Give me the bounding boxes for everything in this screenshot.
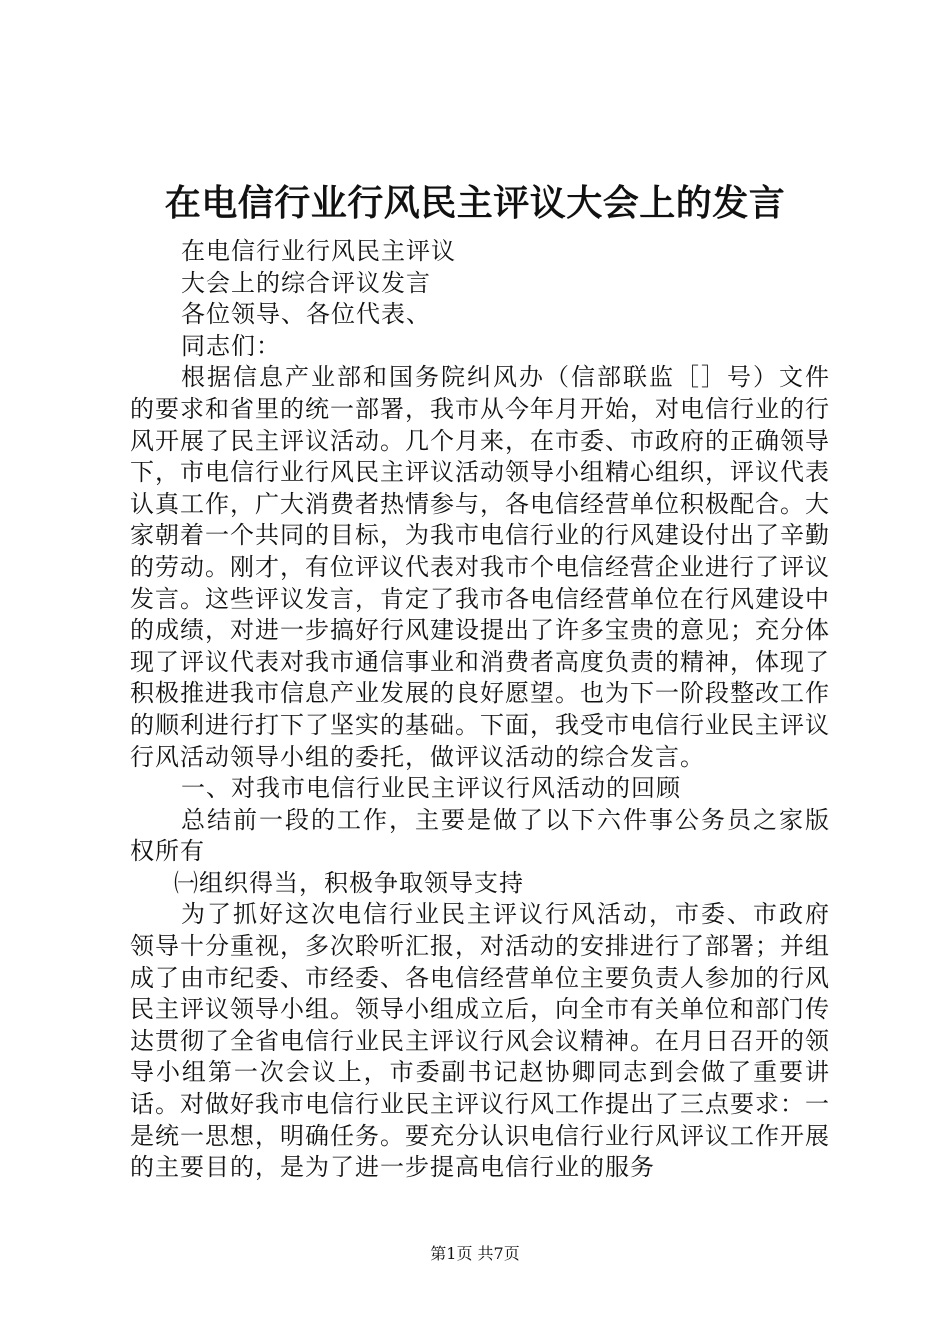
paragraph: 根据信息产业部和国务院纠风办（信部联监［］号）文件的要求和省里的统一部署，我市从今年月开始，对电信行业的行风开展了民主评议活动。几个月来，在市委、市政府的正确领导下，市电信行业行风民主评议活动领导小组精心组织，评议代表认真工作，广大消费者热情参与，各电信经营单位积极配合。大家朝着一个共同的目标，为我市电信行业的行风建设付出了辛勤的劳动。刚才，有位评议代表对我市个电信经营企业进行了评议发言。这些评议发言，肯定了我市各电信经营单位在行风建设中的成绩，对进一步搞好行风建设提出了许多宝贵的意见；充分体现了评议代表对我市通信事业和消费者高度负责的精神，体现了积极推进我市信息产业发展的良好愿望。也为下一阶段整改工作的顺利进行打下了坚实的基础。下面，我受市电信行业民主评议行风活动领导小组的委托，做评议活动的综合发言。 <box>130 363 830 771</box>
page-footer: 第1页 共7页 <box>430 1244 520 1263</box>
paragraph: 为了抓好这次电信行业民主评议行风活动，市委、市政府领导十分重视，多次聆听汇报，对活动的安排进行了部署；并组成了由市纪委、市经委、各电信经营单位主要负责人参加的行风民主评议领导小组。领导小组成立后，向全市有关单位和部门传达贯彻了全省电信行业民主评议行风会议精神。在月日召开的领导小组第一次会议上，市委副书记赵协卿同志到会做了重要讲话。对做好我市电信行业民主评议行风工作提出了三点要求：一是统一思想，明确任务。要充分认识电信行业行风评议工作开展的主要目的，是为了进一步提高电信行业的服务 <box>130 900 830 1182</box>
document-body <box>130 236 830 1184</box>
salutation: 各位领导、各位代表、 <box>181 300 431 329</box>
paragraph: 在电信行业行风民主评议 <box>181 237 456 265</box>
salutation: 同志们： <box>181 331 281 360</box>
subsection-heading: ㈠组织得当，积极争取领导支持 <box>174 868 524 897</box>
paragraph: 总结前一段的工作，主要是做了以下六件事公务员之家版权所有 <box>130 805 830 866</box>
section-heading: 一、对我市电信行业民主评议行风活动的回顾 <box>181 774 681 803</box>
document-title: 在电信行业行风民主评议大会上的发言 <box>164 182 786 224</box>
paragraph: 大会上的综合评议发言 <box>181 268 431 297</box>
